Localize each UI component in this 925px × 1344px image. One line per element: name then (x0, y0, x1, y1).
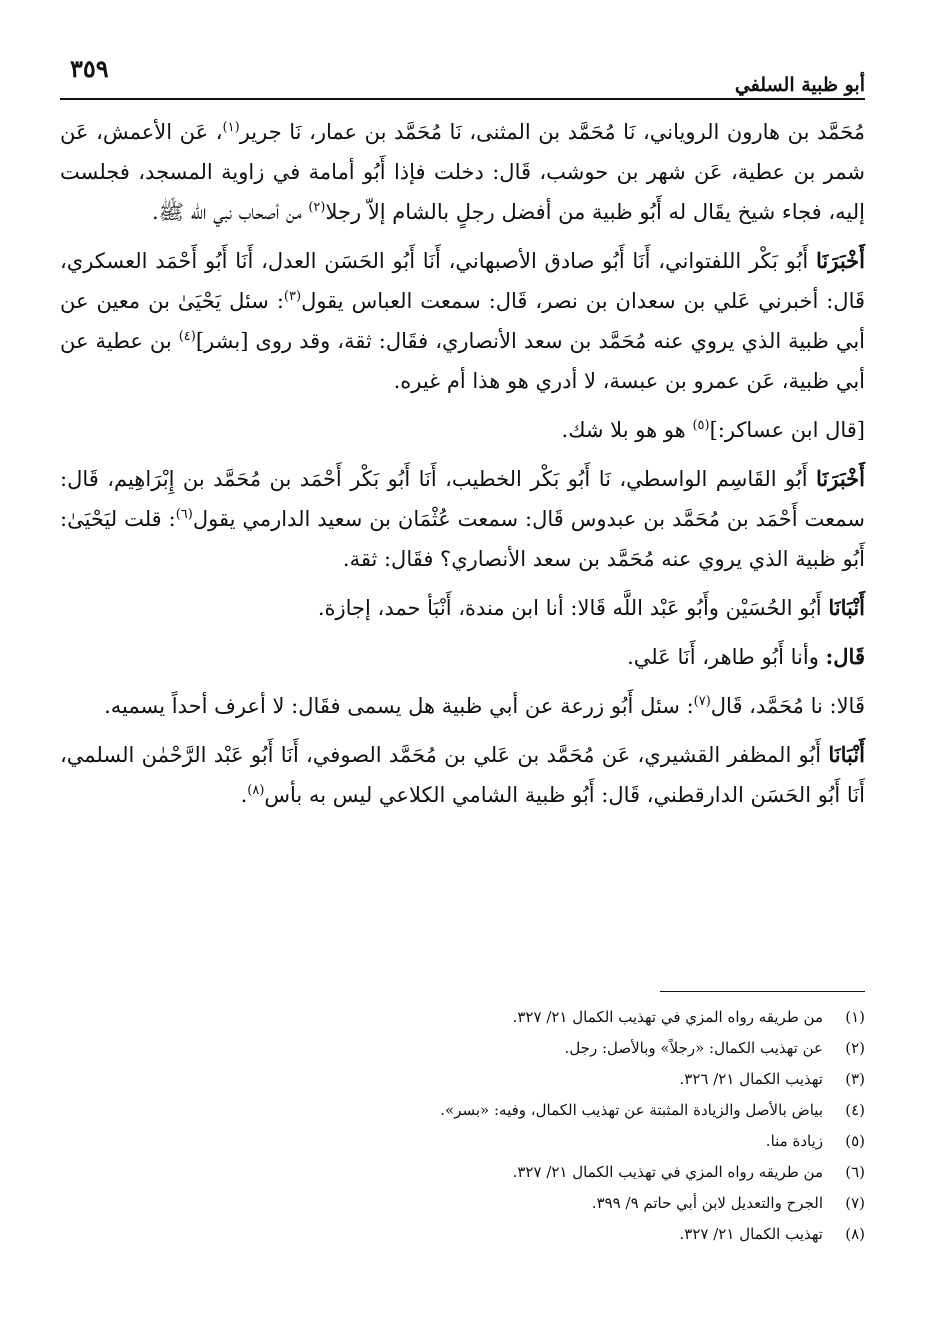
text-run: أَبُو المظفر القشيري، عَن مُحَمَّد بن عَلي بن مُحَمَّد الصوفي، أَنَا أَبُو عَبْد الرَّحْمٰن السلمي، أَنَا أَبُو الحَسَن الدارقطني، قَال: أَبُو ظبية الشامي الكلاعي ليس به بأس (60, 743, 865, 807)
text-run: [قال ابن عساكر:] (709, 418, 865, 442)
page-number: ٣٥٩ (70, 54, 109, 83)
footnote-number: (٣) (845, 1070, 865, 1088)
footnote-text: تهذيب الكمال ٢١/ ٣٢٦. (679, 1070, 823, 1088)
footnote-reference: (٢) (308, 200, 326, 215)
footnote-item (60, 1064, 865, 1095)
footnote-number: (١) (845, 1008, 865, 1026)
main-text (60, 112, 865, 824)
footnote-text: عن تهذيب الكمال: «رجلاً» وبالأصل: رجل. (564, 1039, 823, 1057)
footnote-number: (٤) (845, 1101, 865, 1119)
footnote-number: (٦) (845, 1163, 865, 1181)
footnote-item (60, 1002, 865, 1033)
text-run: من أصحاب نبي الله ﷺ. (152, 200, 309, 224)
transmission-keyword: أَخْبَرَنَا (816, 466, 865, 491)
footnotes (60, 1002, 865, 1250)
paragraph (60, 459, 865, 579)
footnote-number: (٥) (845, 1132, 865, 1150)
footnote-item (60, 1157, 865, 1188)
footnote-text: تهذيب الكمال ٢١/ ٣٢٧. (679, 1225, 823, 1243)
paragraph (60, 112, 865, 232)
page-header (60, 48, 865, 100)
footnote-reference: (١) (222, 120, 240, 135)
text-run: وأنا أَبُو طاهر، أَنَا عَلي. (627, 645, 826, 669)
footnote-text: الجرح والتعديل لابن أبي حاتم ٩/ ٣٩٩. (591, 1194, 823, 1212)
transmission-keyword: أَنْبَانَا (828, 595, 865, 620)
paragraph (60, 637, 865, 677)
header-rule (60, 98, 865, 100)
text-run: بن عطية عن أبي ظبية، عَن عمرو بن عبسة، لا أدري هو هذا أم غيره. (60, 329, 865, 393)
footnote-separator (660, 991, 865, 992)
text-run: قَالا: نا مُحَمَّد، قَال (710, 694, 865, 718)
text-run: . (240, 783, 248, 807)
transmission-keyword: أَنْبَانَا (828, 742, 865, 767)
footnote-item (60, 1033, 865, 1064)
text-run: أَبُو بَكْر اللفتواني، أَنَا أَبُو صادق الأصبهاني، أَنَا أَبُو الحَسَن العدل، أَنَا أَبُو أَحْمَد العسكري، قَال: أخبرني عَلي بن سعدان بن نصر، قَال: سمعت العباس يقول (60, 249, 865, 313)
paragraph (60, 735, 865, 815)
running-title: أبو ظبية السلفي (734, 74, 865, 96)
footnote-reference: (٤) (178, 329, 196, 344)
footnote-number: (٧) (845, 1194, 865, 1212)
footnote-text: بياض بالأصل والزيادة المثبتة عن تهذيب الكمال، وفيه: «بسر». (440, 1101, 823, 1119)
transmission-keyword: أَخْبَرَنَا (816, 248, 865, 273)
footnote-item (60, 1126, 865, 1157)
footnote-number: (٨) (845, 1225, 865, 1243)
paragraph (60, 588, 865, 628)
footnote-item (60, 1219, 865, 1250)
footnote-reference: (٥) (692, 418, 710, 433)
text-run: مُحَمَّد بن هارون الروياني، نَا مُحَمَّد بن المثنى، نَا مُحَمَّد بن عمار، نَا جرير (239, 120, 865, 144)
text-run: : سئل يَحْيَىٰ بن معين عن أبي ظبية الذي يروي عنه مُحَمَّد بن سعد الأنصاري، فقَال: ثقة، وقد روى [بشر] (60, 289, 865, 353)
footnote-item (60, 1095, 865, 1126)
text-run: : قلت ليَحْيَىٰ: أَبُو ظبية الذي يروي عنه مُحَمَّد بن سعد الأنصاري؟ فقَال: ثقة. (60, 507, 865, 571)
footnote-item (60, 1188, 865, 1219)
text-run: هو هو بلا شك. (561, 418, 693, 442)
footnote-number: (٢) (845, 1039, 865, 1057)
footnote-text: من طريقه رواه المزي في تهذيب الكمال ٢١/ ٣٢٧. (512, 1163, 823, 1181)
footnote-reference: (٧) (693, 694, 711, 709)
paragraph (60, 686, 865, 726)
text-run: ، عَن الأعمش، عَن شمر بن عطية، عَن شهر بن حوشب، قَال: دخلت فإذا أَبُو أمامة في زاوية المسجد، فجلست إليه، فجاء شيخ يقَال له أَبُو ظبية من أفضل رجلٍ بالشام إلاّ رجلا (60, 120, 865, 224)
footnote-reference: (٣) (283, 289, 302, 304)
text-run: : سئل أَبُو زرعة عن أبي ظبية هل يسمى فقَال: لا أعرف أحداً يسميه. (104, 694, 694, 718)
footnote-text: زيادة منا. (765, 1132, 823, 1150)
footnote-reference: (٦) (175, 507, 193, 522)
text-run: أَبُو القَاسِم الواسطي، نَا أَبُو بَكْر الخطيب، أَنَا أَبُو بَكْر أَحْمَد بن مُحَمَّد بن إِبْرَاهِيم، قَال: سمعت أَحْمَد بن مُحَمَّد بن عبدوس قَال: سمعت عُثْمَان بن سعيد الدارمي يقول (60, 467, 865, 531)
footnote-text: من طريقه رواه المزي في تهذيب الكمال ٢١/ ٣٢٧. (512, 1008, 823, 1026)
transmission-keyword: قَال: (825, 644, 865, 669)
paragraph (60, 410, 865, 450)
paragraph (60, 241, 865, 401)
text-run: أَبُو الحُسَيْن وأَبُو عَبْد اللَّه قَالا: أنا ابن مندة، أَنْبَأ حمد، إجازة. (317, 596, 829, 620)
footnote-reference: (٨) (247, 783, 265, 798)
